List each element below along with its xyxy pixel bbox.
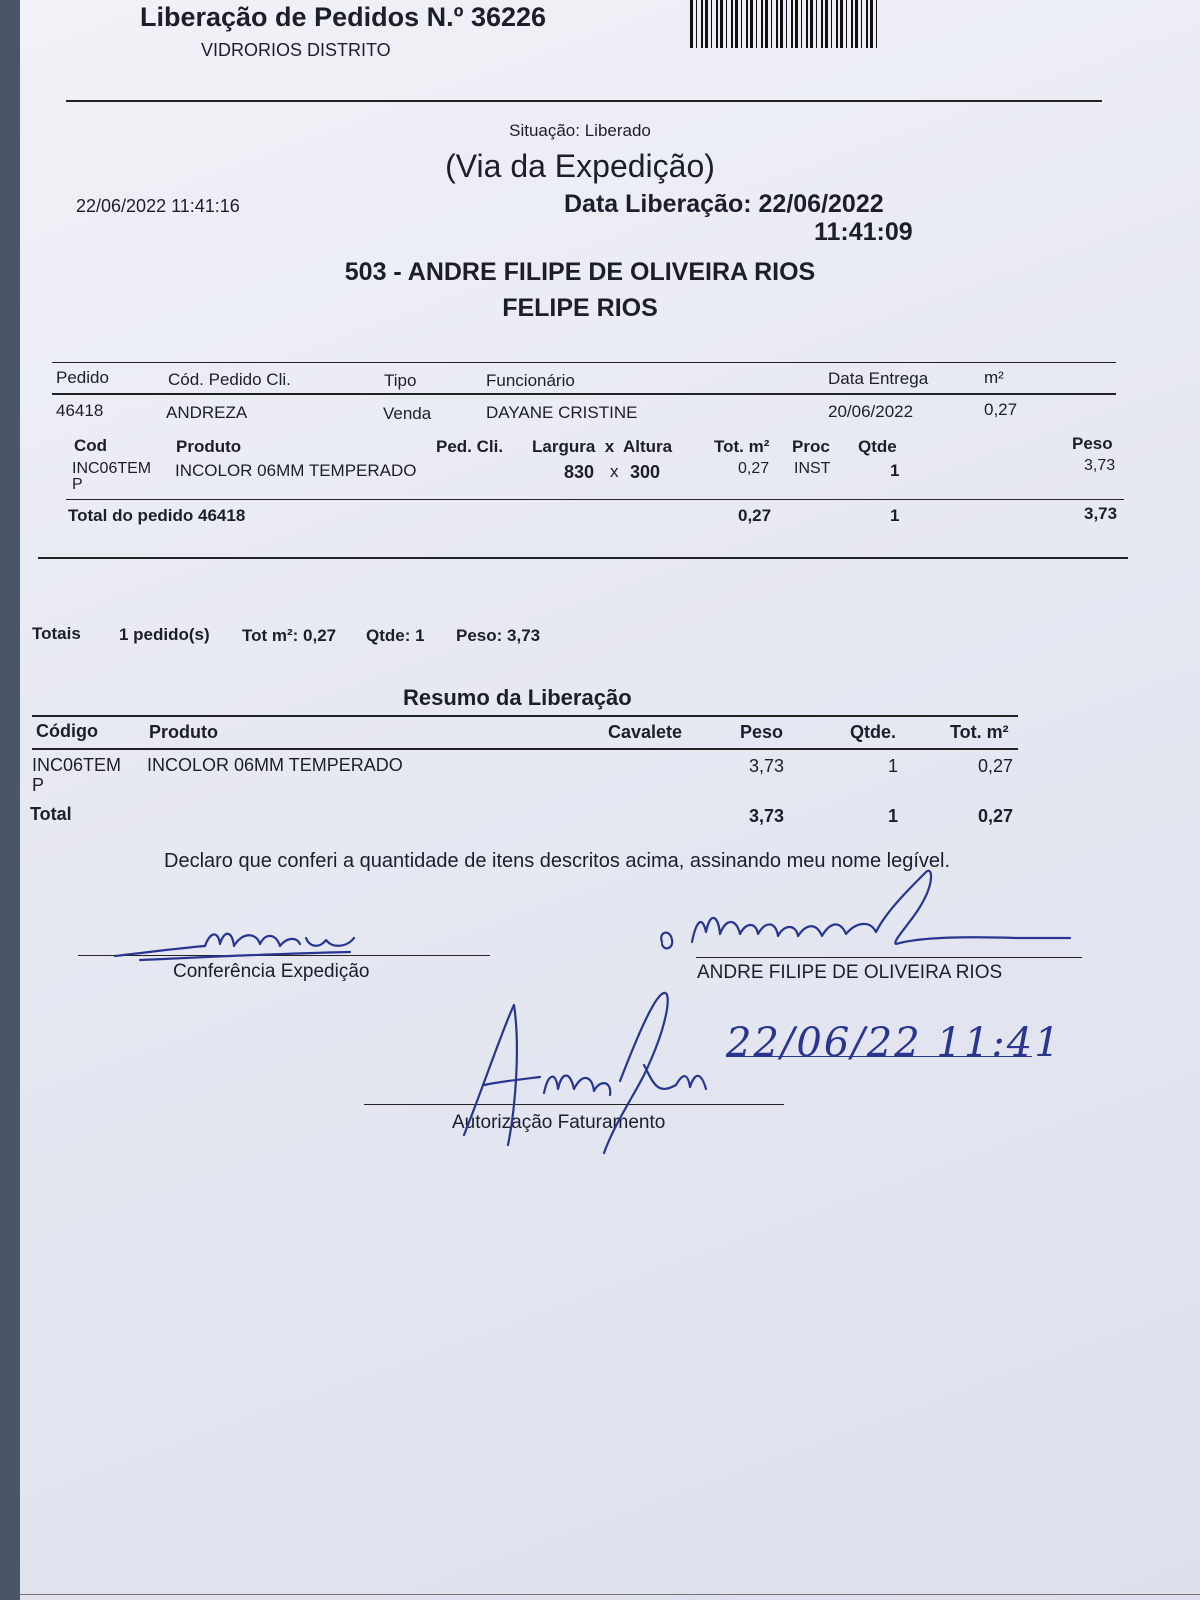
item-produto: INCOLOR 06MM TEMPERADO	[175, 461, 417, 480]
col-largura-altura: Largura x Altura	[532, 437, 673, 456]
summary-produto: INCOLOR 06MM TEMPERADO	[147, 755, 403, 775]
order-funcionario: DAYANE CRISTINE	[486, 403, 638, 422]
summary-col-codigo: Código	[36, 721, 98, 741]
totals-label: Totais	[32, 624, 81, 643]
summary-total-peso: 3,73	[749, 806, 785, 826]
item-x: x	[610, 462, 619, 481]
order-total-peso: 3,73	[1084, 504, 1118, 523]
summary-peso: 3,73	[749, 756, 785, 776]
divider	[52, 362, 1116, 363]
barcode	[690, 0, 880, 48]
divider	[66, 499, 1124, 500]
col-peso: Peso	[1072, 434, 1113, 453]
summary-col-qtde: Qtde.	[850, 722, 897, 742]
document-page	[20, 0, 1200, 1600]
divider	[38, 557, 1128, 559]
summary-col-cavalete: Cavalete	[608, 722, 683, 742]
order-total-qtde: 1	[890, 506, 900, 525]
col-tipo: Tipo	[384, 371, 417, 390]
col-ped-cli: Ped. Cli.	[436, 437, 504, 456]
item-peso: 3,73	[1084, 457, 1116, 474]
order-total-label: Total do pedido 46418	[68, 506, 246, 525]
order-data-entrega: 20/06/2022	[828, 402, 914, 421]
col-pedido: Pedido	[56, 368, 109, 387]
item-cod: INC06TEM	[72, 460, 152, 477]
summary-col-peso: Peso	[740, 722, 784, 742]
signature-conferencia	[110, 918, 370, 968]
release-date: Data Liberação: 22/06/2022	[564, 190, 884, 218]
via-label: (Via da Expedição)	[445, 148, 715, 184]
order-pedido: 46418	[56, 401, 104, 420]
summary-tot-m2: 0,27	[978, 756, 1014, 776]
signature-client	[656, 862, 1076, 962]
handwritten-underline	[726, 1056, 1032, 1057]
item-proc: INST	[794, 460, 831, 477]
summary-total-label: Total	[30, 804, 72, 824]
item-altura: 300	[630, 462, 661, 482]
summary-title: Resumo da Liberação	[403, 685, 632, 710]
col-produto: Produto	[176, 437, 242, 456]
totals-qtde: Qtde: 1	[366, 626, 425, 645]
release-time: 11:41:09	[814, 218, 913, 246]
totals-pedidos: 1 pedido(s)	[119, 625, 210, 644]
client-signature-label: ANDRE FILIPE DE OLIVEIRA RIOS	[697, 962, 1003, 983]
totals-m2: Tot m²: 0,27	[242, 626, 337, 645]
order-cod-pedido-cli: ANDREZA	[166, 403, 248, 422]
signature-autorizacao	[444, 985, 724, 1165]
totals-peso: Peso: 3,73	[456, 626, 541, 645]
document-title: Liberação de Pedidos N.º 36226	[140, 2, 547, 32]
col-m2: m²	[984, 368, 1004, 387]
item-largura: 830	[564, 462, 595, 482]
divider	[32, 748, 1018, 750]
divider	[32, 715, 1018, 717]
summary-codigo-cont: P	[32, 775, 45, 795]
handwritten-date: 22/06/22 11:41	[726, 1020, 1062, 1066]
conferencia-label: Conferência Expedição	[173, 961, 370, 982]
summary-total-tot-m2: 0,27	[978, 806, 1014, 826]
order-m2: 0,27	[984, 400, 1018, 419]
client-nickname: FELIPE RIOS	[502, 294, 658, 322]
col-qtde: Qtde	[858, 437, 897, 456]
order-tipo: Venda	[383, 404, 432, 423]
col-funcionario: Funcionário	[486, 371, 575, 390]
item-cod-cont: P	[72, 476, 83, 493]
print-datetime: 22/06/2022 11:41:16	[76, 196, 240, 216]
col-data-entrega: Data Entrega	[828, 369, 929, 388]
summary-qtde: 1	[888, 756, 899, 776]
autorizacao-label: Autorização Faturamento	[452, 1112, 666, 1133]
item-tot-m2: 0,27	[738, 460, 770, 477]
col-cod-pedido-cli: Cód. Pedido Cli.	[168, 370, 291, 389]
col-tot-m2: Tot. m²	[714, 437, 770, 456]
bottom-edge	[20, 1594, 1200, 1595]
company-name: VIDRORIOS DISTRITO	[201, 40, 391, 60]
divider	[52, 393, 1116, 395]
status-text: Situação: Liberado	[509, 121, 651, 140]
divider	[66, 100, 1102, 102]
declaration-text: Declaro que conferi a quantidade de itens descritos acima, assinando meu nome legível.	[164, 850, 951, 872]
col-proc: Proc	[792, 437, 830, 456]
summary-total-qtde: 1	[888, 806, 899, 826]
item-qtde: 1	[890, 461, 900, 480]
summary-codigo: INC06TEM	[32, 755, 122, 775]
order-total-m2: 0,27	[738, 506, 772, 525]
summary-col-tot-m2: Tot. m²	[950, 722, 1009, 742]
summary-col-produto: Produto	[149, 722, 218, 742]
col-cod: Cod	[74, 436, 108, 455]
client-name: 503 - ANDRE FILIPE DE OLIVEIRA RIOS	[344, 258, 816, 286]
